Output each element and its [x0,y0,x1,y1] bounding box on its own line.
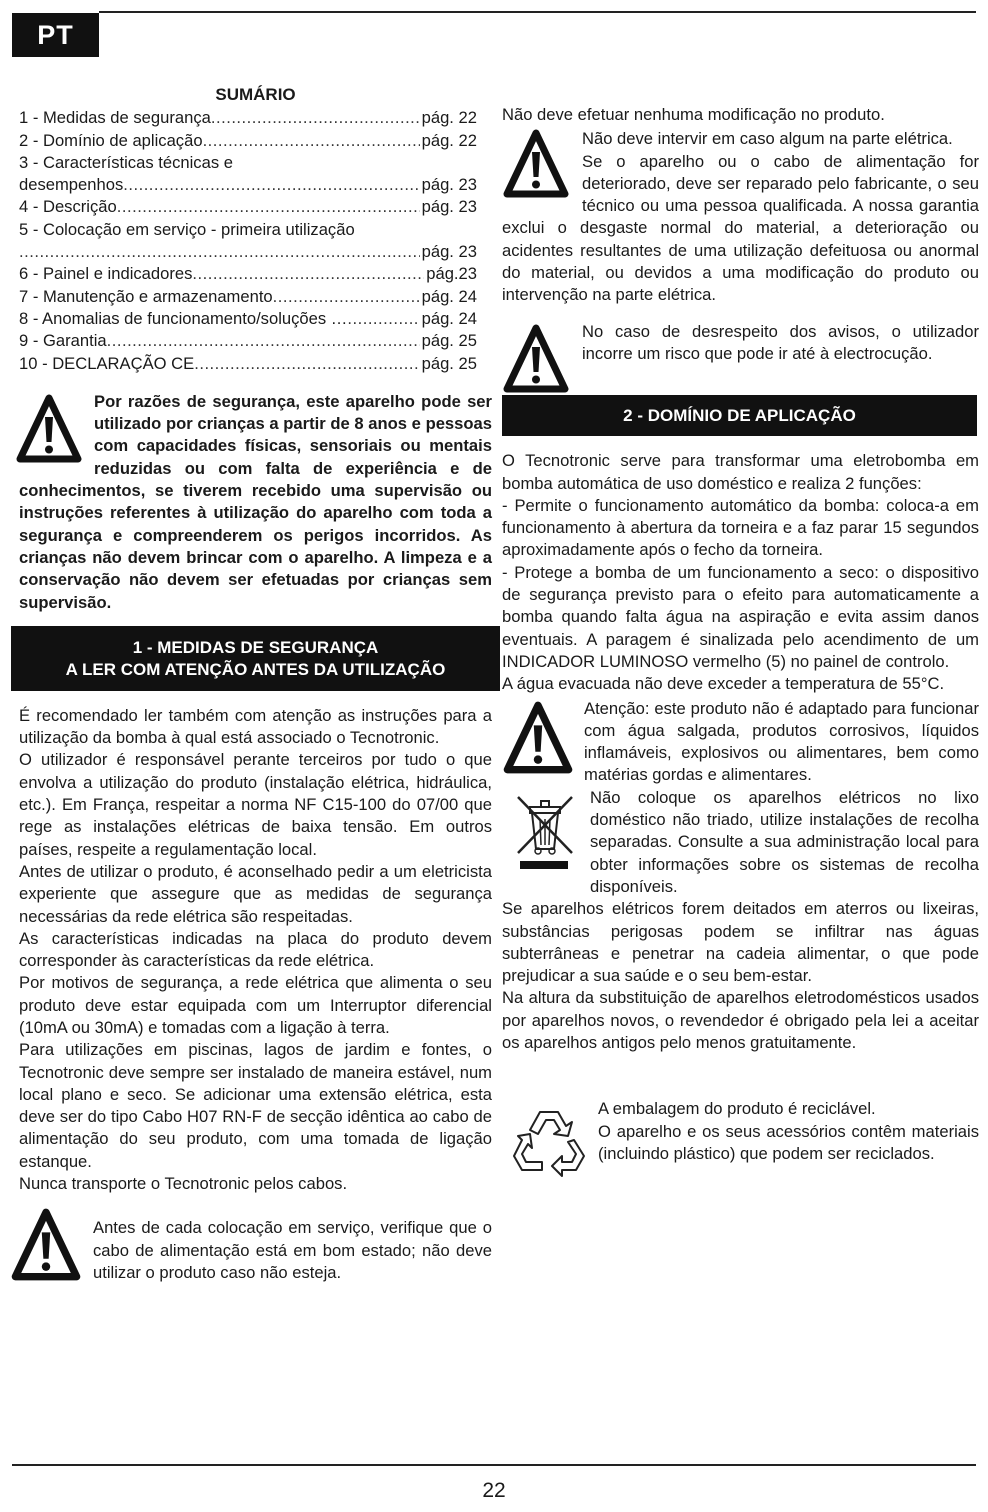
toc-leader-dots [194,353,419,375]
toc-leader-dots [211,107,420,129]
warning-triangle-icon [16,393,82,465]
table-of-contents [19,107,492,375]
toc-title: SUMÁRIO [215,85,296,104]
section1-paragraph: Não deve intervir em caso algum na parte elétrica. [582,129,953,149]
cable-check-warning [19,1207,492,1284]
section1-title-line1: 1 - MEDIDAS DE SEGURANÇA [132,637,379,657]
toc-item-page: pág. 24 [421,286,477,306]
toc-item-page: pág. 23 [421,197,477,217]
warning-triangle-icon [502,700,574,776]
warning-triangle-icon [11,1207,81,1283]
toc-item [19,330,477,352]
toc-item [19,219,477,241]
toc-leader-dots [192,263,424,285]
toc-item-label: 6 - Painel e indicadores [19,264,193,284]
toc-item-page: pág. 24 [421,308,477,328]
toc-item-page: pág. 25 [421,331,477,351]
toc-leader-dots [107,330,420,352]
toc-item-label: 1 - Medidas de segurança [19,108,211,128]
toc-item [19,263,477,285]
section2-header [502,395,977,436]
toc-item-page: pág. 22 [421,108,477,128]
section1-paragraph: No caso de desrespeito dos avisos, o utilizador incorre um risco que pode ir até à electrocução. [582,321,979,363]
section1-paragraph: Antes de utilizar o produto, é aconselhado pedir a um eletricista experiente que assegure que as medidas de segurança necessárias da rede elétrica são respeitadas. [19,861,492,926]
recycling-notice [502,1098,979,1165]
section2-paragraph: Atenção: este produto não é adaptado para funcionar com água salgada, produtos corrosivos, líquidos inflamáveis, explosivos ou alimentares, bem como matérias gordas e alimentares. [584,698,979,785]
materials-warning [502,698,979,787]
right-column [502,82,979,1187]
toc-item-label: 10 - DECLARAÇÃO CE [19,353,195,373]
section1-paragraph: Nunca transporte o Tecnotronic pelos cabos. [19,1174,348,1194]
children-warning [19,391,492,614]
toc-item [19,241,477,263]
language-badge: PT [12,13,99,57]
toc-item-label: 4 - Descrição [19,197,117,217]
section1-paragraph: Para utilizações em piscinas, lagos de jardim e fontes, o Tecnotronic deve sempre ser instalado de maneira estável, num local plano e seco. Se adicionar uma extensão elétrica, esta deve ser do tipo Cabo H07 RN-F de secção idêntica ao cabo de alimentação do seu produto, com uma tomada de ligação estanque. [19,1040,492,1171]
section2-paragraph: A água evacuada não deve exceder a temperatura de 55°C. [502,674,945,694]
bottom-rule [12,1464,976,1466]
section1-paragraph: As características indicadas na placa do produto devem corresponder às características da rede elétrica. [19,928,492,971]
weee-notice [502,787,979,898]
section2-paragraph: Se aparelhos elétricos forem deitados em aterros ou lixeiras, substâncias perigosas podem se infiltrar nas águas subterrâneas e penetrar na cadeia alimentar, o que pode prejudicar a sua saúde e o seu bem-estar. [502,899,979,986]
toc-item-label: 3 - Características técnicas e [19,152,233,172]
section1-paragraph: Não deve efetuar nenhuma modificação no produto. [502,105,885,124]
toc-item [19,308,477,330]
toc-item [19,107,477,129]
toc-item-label: desempenhos [19,175,124,195]
section2-title: 2 - DOMÍNIO DE APLICAÇÃO [623,406,856,426]
toc-item [19,196,477,218]
children-warning-text: Por razões de segurança, este aparelho pode ser utilizado por crianças a partir de 8 anos e pessoas com capacidades físicas, sensoriais ou mentais reduzidas ou com falta de experiência e de conhecimentos, se tiverem recebido uma supervisão ou instruções referentes à utilização do aparelho com toda a segurança e compreenderem os perigos incorridos. As crianças não devem brincar com o aparelho. A limpeza e a conservação não devem ser efetuadas por crianças sem supervisão. [19,391,492,612]
toc-leader-dots [19,241,420,263]
toc-item-page: pág. 25 [421,353,477,373]
toc-leader-dots [203,130,420,152]
toc-item-page: pág. 23 [421,175,477,195]
top-rule [99,11,976,13]
toc-item-page: pág. 22 [421,130,477,150]
toc-leader-dots [117,196,420,218]
section2-paragraph: Na altura da substituição de aparelhos eletrodomésticos usados por aparelhos novos, o revendedor é obrigado pela lei a aceitar os aparelhos antigos pelo menos gratuitamente. [502,988,979,1052]
toc-item [19,286,477,308]
toc-leader-dots [123,174,419,196]
toc-item-label: 7 - Manutenção e armazenamento [19,286,273,306]
left-column [19,82,492,1284]
section1-paragraph: O utilizador é responsável perante terceiros por tudo o que envolva a utilização do produto (instalação elétrica, hidráulica, etc.). Em França, respeitar a norma NF C15-100 do 07/00 que rege as instalações elétricas de baixa tensão. Em outros países, respeite a regulamentação local. [19,750,492,859]
toc-leader-dots [347,308,419,330]
toc-item [19,353,477,375]
page-number: 22 [482,1479,506,1502]
section1-paragraph: Se o aparelho ou o cabo de alimentação for deteriorado, deve ser reparado pelo fabricante, o seu técnico ou uma pessoa qualificada. A nossa garantia exclui o desgaste normal do material, a deterioração ou acidentes resultantes de uma utilização defeituosa ou anormal do material, ou devidos a uma modificação do produto ou intervenção na parte elétrica. [502,151,979,305]
section1-header [11,626,500,691]
warning-triangle-icon [502,323,570,395]
recycle-icon [510,1106,588,1186]
section2-paragraph: A embalagem do produto é reciclável. [598,1099,876,1119]
toc-item-page: pág.23 [426,264,477,284]
toc-leader-dots [273,286,420,308]
section1-paragraph: Por motivos de segurança, a rede elétrica que alimenta o seu produto deve estar equipada com um Interruptor diferencial (10mA ou 30mA) e tomadas com a ligação à terra. [19,973,492,1037]
section1-paragraph: É recomendado ler também com atenção as instruções para a utilização da bomba à qual está associado o Tecnotronic. [19,705,492,748]
toc-item-page: pág. 23 [421,242,477,262]
cable-check-text: Antes de cada colocação em serviço, verifique que o cabo de alimentação está em bom estado; não deve utilizar o produto caso não esteja. [93,1218,492,1282]
toc-item-label: 8 - Anomalias de funcionamento/soluções … [19,308,348,328]
modification-warning [502,128,979,306]
toc-item-label: 5 - Colocação em serviço - primeira utilização [19,219,355,239]
section1-title-line2: A LER COM ATENÇÃO ANTES DA UTILIZAÇÃO [65,659,446,679]
crossed-bin-icon [510,789,580,879]
section2-paragraph: Não coloque os aparelhos elétricos no lixo doméstico não triado, utilize instalações de recolha separadas. Consulte a sua administração local para obter informações sobre os sistemas de recolha disponíveis. [590,787,979,896]
electrocution-warning [502,321,979,366]
toc-item [19,152,477,174]
warning-triangle-icon [502,128,570,200]
section2-paragraph: - Permite o funcionamento automático da bomba: coloca-a em funcionamento à abertura da torneira e a faz parar 15 segundos aproximadamente após o fecho da torneira. [502,495,979,560]
section2-paragraph: O aparelho e os seus acessórios contêm materiais (incluindo plástico) que podem ser reciclados. [598,1121,979,1163]
toc-item [19,174,477,196]
toc-item-label: 9 - Garantia [19,331,107,351]
toc-item [19,130,477,152]
toc-item-label: 2 - Domínio de aplicação [19,130,203,150]
section2-paragraph: O Tecnotronic serve para transformar uma eletrobomba em bomba automática de uso doméstico e realiza 2 funções: [502,451,979,493]
section2-paragraph: - Protege a bomba de um funcionamento a seco: o dispositivo de segurança previsto para o efeito para automaticamente a bomba quando falta água na aspiração e evita assim danos eventuais. A paragem é sinalizada pelo acendimento de um INDICADOR LUMINOSO vermelho (5) no painel de controlo. [502,562,979,671]
